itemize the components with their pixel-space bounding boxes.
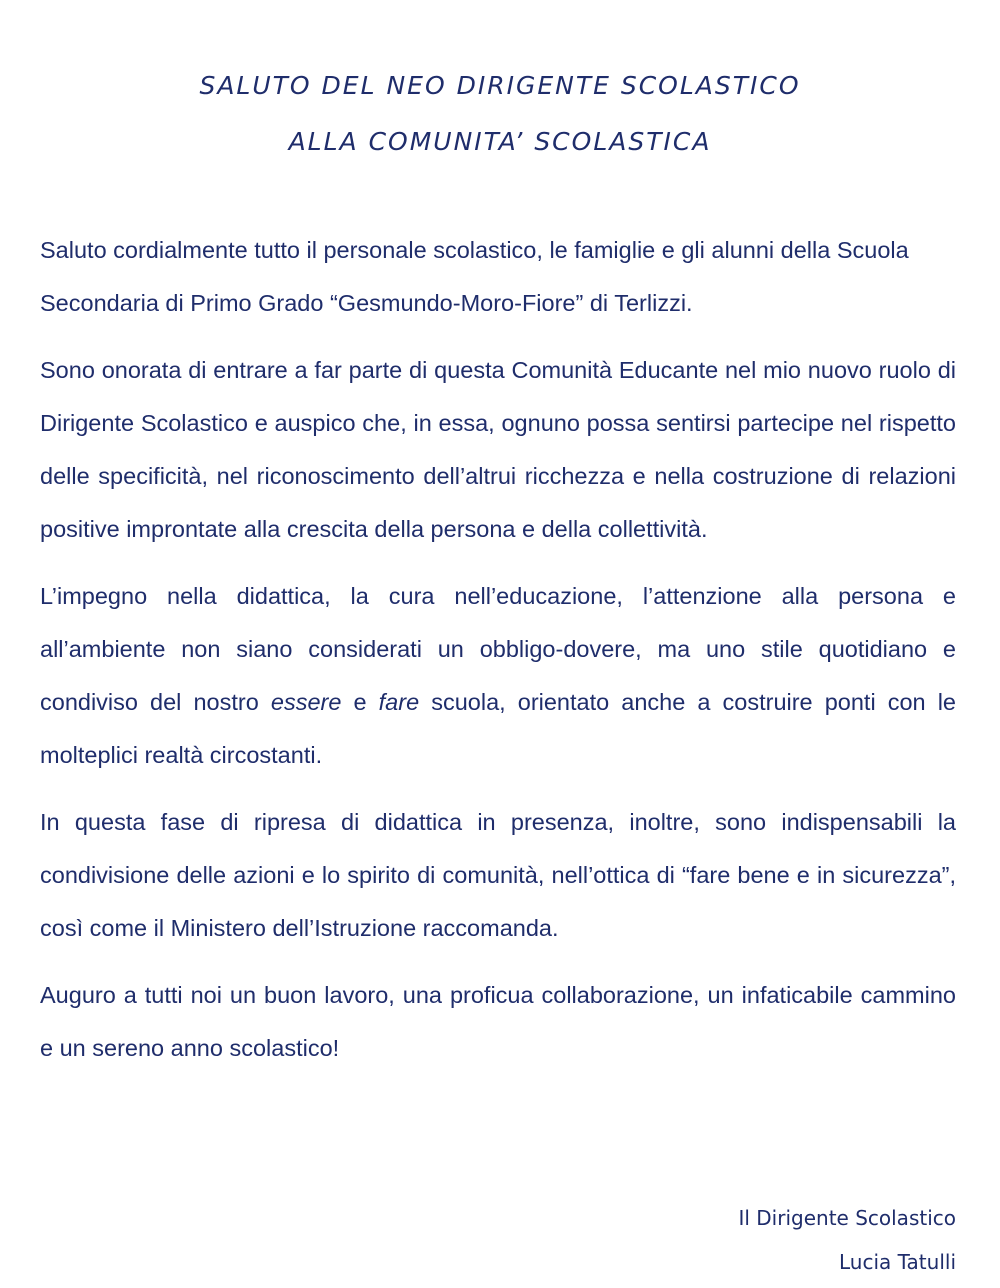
signature-role: Il Dirigente Scolastico [738,1206,956,1230]
emphasis-essere: essere [270,689,342,715]
title-line-1: SALUTO DEL NEO DIRIGENTE SCOLASTICO [199,71,801,100]
emphasis-fare: fare [378,689,420,715]
paragraph-commitment-text-2: e [341,689,379,715]
letter-body [40,224,956,1089]
paragraph-greeting: Saluto cordialmente tutto il personale scolastico, le famiglie e gli alunni della Scuola Secondaria di Primo Grado “Gesmundo-Moro-Fiore” di Terlizzi. [40,237,909,316]
signature-block [738,1196,956,1284]
document-title [0,58,1000,170]
paragraph-community: Sono onorata di entrare a far parte di questa Comunità Educante nel mio nuovo ruolo di Dirigente Scolastico e auspico che, in essa, ognuno possa sentirsi partecipe nel rispetto delle specificità, nel riconoscimento dell’altrui ricchezza e nella costruzione di relazioni positive improntate alla crescita della persona e della collettività. [40,357,956,542]
paragraph-commitment-text-1: L’impegno nella didattica, la cura nell’educazione, l’attenzione alla persona e all’ambiente non siano considerati un obbligo-dovere, ma uno stile quotidiano e condiviso del nostro [40,583,956,715]
paragraph-commitment-text-3: scuola, orientato anche a costruire ponti con le molteplici realtà circostanti. [40,689,956,768]
paragraph-wishes: Auguro a tutti noi un buon lavoro, una proficua collaborazione, un infaticabile cammino e un sereno anno scolastico! [40,982,956,1061]
title-line-2: ALLA COMUNITA’ SCOLASTICA [288,127,712,156]
signature-name: Lucia Tatulli [839,1250,956,1274]
paragraph-commitment [40,570,956,782]
paragraph-safety: In questa fase di ripresa di didattica in presenza, inoltre, sono indispensabili la condivisione delle azioni e lo spirito di comunità, nell’ottica di “fare bene e in sicurezza”, così come il Ministero dell’Istruzione raccomanda. [40,809,956,941]
